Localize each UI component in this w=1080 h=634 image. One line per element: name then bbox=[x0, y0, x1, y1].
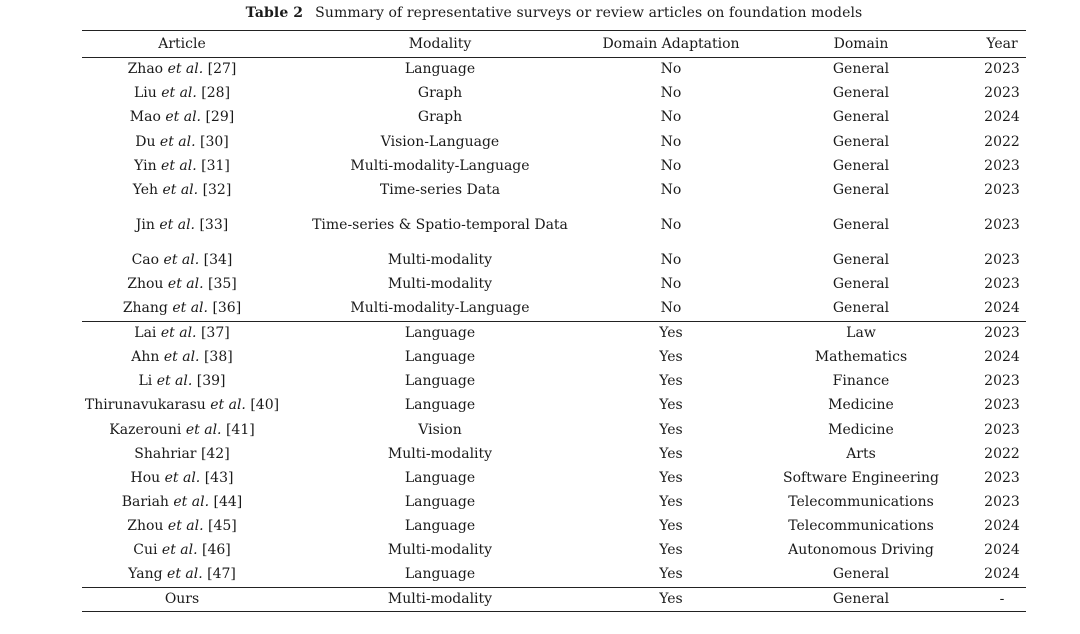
article-author: Cui bbox=[133, 542, 158, 559]
article-author: Du bbox=[135, 133, 156, 150]
article-citation: [38] bbox=[203, 348, 233, 365]
cell-modality: Language bbox=[282, 321, 598, 345]
article-author: Yin bbox=[134, 157, 157, 174]
cell-domain-adaptation: No bbox=[660, 276, 682, 293]
article-author: Jin bbox=[135, 217, 155, 234]
cell-domain-adaptation: Yes bbox=[659, 373, 683, 390]
cell-year: 2024 bbox=[984, 348, 1020, 365]
cell-article bbox=[82, 249, 282, 273]
cell-year: 2024 bbox=[984, 109, 1020, 126]
article-author: Liu bbox=[133, 85, 157, 102]
article-citation: [27] bbox=[207, 61, 237, 78]
table-row bbox=[82, 178, 1026, 202]
cell-article bbox=[82, 130, 282, 154]
cell-modality: Multi-modality bbox=[387, 252, 493, 269]
article-etal: et al. bbox=[156, 373, 193, 390]
cell-modality: Vision-Language bbox=[380, 133, 500, 150]
column-header-year: Year bbox=[978, 31, 1026, 58]
table-header-row bbox=[82, 31, 1026, 58]
article-etal: et al. bbox=[160, 325, 197, 342]
article-etal: et al. bbox=[167, 276, 204, 293]
cell-year: 2023 bbox=[984, 85, 1020, 102]
cell-modality: Multi-modality-Language bbox=[350, 157, 530, 174]
cell-domain: Arts bbox=[846, 445, 876, 462]
column-header-domain: Domain bbox=[744, 31, 978, 58]
cell-article bbox=[82, 515, 282, 539]
cell-domain-adaptation: Yes bbox=[659, 566, 683, 583]
cell-year: 2023 bbox=[984, 217, 1020, 234]
cell-modality: Multi-modality bbox=[387, 542, 493, 559]
cell-year: 2024 bbox=[984, 542, 1020, 559]
article-author: Li bbox=[138, 373, 153, 390]
cell-domain: Telecommunications bbox=[788, 494, 934, 511]
article-citation: [41] bbox=[225, 421, 255, 438]
cell-domain: General bbox=[832, 182, 890, 199]
survey-table bbox=[82, 30, 1026, 612]
cell-domain: Software Engineering bbox=[783, 469, 939, 486]
cell-modality: Time-series & Spatio-temporal Data bbox=[312, 217, 568, 234]
article-citation: [28] bbox=[201, 85, 231, 102]
article-etal: et al. bbox=[163, 348, 200, 365]
table-row bbox=[82, 82, 1026, 106]
cell-year: - bbox=[978, 587, 1026, 611]
article-etal: et al. bbox=[161, 85, 197, 102]
cell-article bbox=[82, 154, 282, 178]
article-etal: et al. bbox=[164, 469, 201, 486]
cell-modality: Language bbox=[404, 469, 476, 486]
cell-domain: Law bbox=[744, 321, 978, 345]
article-citation: [30] bbox=[200, 133, 229, 150]
cell-year: 2023 bbox=[984, 157, 1020, 174]
article-etal: et al. bbox=[162, 182, 199, 199]
cell-modality: Graph bbox=[417, 109, 463, 126]
article-citation: [44] bbox=[213, 494, 243, 511]
cell-modality: Language bbox=[404, 518, 476, 535]
cell-modality: Multi-modality bbox=[282, 587, 598, 611]
cell-article bbox=[82, 321, 282, 345]
cell-article bbox=[82, 203, 282, 249]
cell-article bbox=[82, 58, 282, 82]
article-author: Cao bbox=[131, 252, 160, 269]
cell-domain: General bbox=[832, 133, 890, 150]
article-author: Shahriar bbox=[134, 445, 197, 462]
cell-domain-adaptation: Yes bbox=[659, 469, 683, 486]
table-row bbox=[82, 321, 1026, 345]
cell-article bbox=[82, 106, 282, 130]
cell-year: 2023 bbox=[984, 373, 1020, 390]
cell-article bbox=[82, 273, 282, 297]
article-etal: et al. bbox=[167, 566, 203, 583]
article-etal: et al. bbox=[165, 109, 201, 126]
article-citation: [47] bbox=[207, 566, 236, 583]
table-caption bbox=[0, 5, 1080, 21]
cell-modality: Language bbox=[404, 61, 476, 78]
article-citation: [33] bbox=[199, 217, 229, 234]
cell-domain-adaptation: No bbox=[660, 217, 682, 234]
table-row bbox=[82, 418, 1026, 442]
cell-year: 2023 bbox=[984, 397, 1020, 414]
cell-year: 2022 bbox=[984, 133, 1020, 150]
article-citation: [46] bbox=[202, 542, 231, 559]
table-body bbox=[82, 58, 1026, 612]
table-row bbox=[82, 442, 1026, 466]
cell-year: 2023 bbox=[984, 252, 1020, 269]
cell-domain-adaptation: Yes bbox=[659, 494, 683, 511]
article-author: Ahn bbox=[131, 348, 160, 365]
article-etal: et al. bbox=[167, 518, 204, 535]
cell-article bbox=[82, 297, 282, 321]
article-citation: [37] bbox=[200, 325, 230, 342]
table-row bbox=[82, 130, 1026, 154]
cell-domain-adaptation: Yes bbox=[659, 518, 683, 535]
article-citation: [43] bbox=[204, 469, 234, 486]
cell-domain-adaptation: Yes bbox=[659, 397, 683, 414]
cell-year: 2024 bbox=[984, 300, 1020, 317]
table-caption-label: Table 2 bbox=[245, 5, 304, 21]
cell-domain: General bbox=[832, 217, 890, 234]
cell-domain-adaptation: Yes bbox=[659, 348, 683, 365]
article-citation: [31] bbox=[201, 157, 230, 174]
article-author: Bariah bbox=[121, 494, 169, 511]
article-author: Ours bbox=[164, 590, 200, 607]
article-etal: et al. bbox=[173, 494, 210, 511]
article-author: Zhang bbox=[122, 300, 168, 317]
article-author: Kazerouni bbox=[109, 421, 182, 438]
cell-domain-adaptation: No bbox=[660, 133, 682, 150]
cell-modality: Language bbox=[404, 373, 476, 390]
cell-modality: Language bbox=[404, 397, 476, 414]
cell-article bbox=[82, 345, 282, 369]
table-row bbox=[82, 249, 1026, 273]
article-author: Lai bbox=[134, 325, 157, 342]
article-etal: et al. bbox=[185, 421, 222, 438]
article-citation: [32] bbox=[202, 182, 232, 199]
table-row bbox=[82, 58, 1026, 82]
cell-article bbox=[82, 394, 282, 418]
article-citation: [39] bbox=[196, 373, 226, 390]
cell-modality: Multi-modality bbox=[387, 276, 493, 293]
cell-article bbox=[82, 82, 282, 106]
cell-domain: Mathematics bbox=[814, 348, 908, 365]
cell-domain: Autonomous Driving bbox=[788, 542, 934, 559]
table-row bbox=[82, 106, 1026, 130]
cell-year: 2023 bbox=[984, 421, 1020, 438]
table-row bbox=[82, 203, 1026, 249]
article-citation: [40] bbox=[250, 397, 280, 414]
article-etal: et al. bbox=[167, 61, 204, 78]
cell-year: 2023 bbox=[984, 276, 1020, 293]
cell-article bbox=[82, 539, 282, 563]
cell-domain: Medicine bbox=[828, 421, 894, 438]
cell-domain-adaptation: No bbox=[660, 85, 682, 102]
column-header-article: Article bbox=[82, 31, 282, 58]
table-row bbox=[82, 466, 1026, 490]
table-row bbox=[82, 491, 1026, 515]
cell-modality: Vision bbox=[418, 421, 462, 438]
article-author: Zhou bbox=[127, 276, 164, 293]
cell-article bbox=[82, 418, 282, 442]
article-etal: et al. bbox=[161, 157, 197, 174]
cell-year: 2023 bbox=[984, 494, 1020, 511]
cell-article bbox=[82, 442, 282, 466]
table-row bbox=[82, 345, 1026, 369]
cell-modality: Language bbox=[404, 494, 476, 511]
cell-domain: Telecommunications bbox=[788, 518, 934, 535]
table-row bbox=[82, 273, 1026, 297]
table-row bbox=[82, 297, 1026, 321]
article-etal: et al. bbox=[161, 542, 198, 559]
article-author: Thirunavukarasu bbox=[84, 397, 206, 414]
cell-domain-adaptation: No bbox=[660, 252, 682, 269]
cell-article bbox=[82, 178, 282, 202]
column-header-modality: Modality bbox=[282, 31, 598, 58]
article-etal: et al. bbox=[210, 397, 246, 414]
cell-domain-adaptation: Yes bbox=[659, 421, 683, 438]
cell-domain-adaptation: No bbox=[660, 157, 682, 174]
cell-year: 2022 bbox=[984, 445, 1020, 462]
table-row bbox=[82, 154, 1026, 178]
cell-modality: Time-series Data bbox=[379, 182, 501, 199]
article-author: Hou bbox=[130, 469, 161, 486]
article-author: Yeh bbox=[132, 182, 159, 199]
column-header-domain-adaptation: Domain Adaptation bbox=[598, 31, 744, 58]
article-etal: et al. bbox=[172, 300, 208, 317]
cell-domain-adaptation: No bbox=[660, 300, 682, 317]
article-etal: et al. bbox=[163, 252, 200, 269]
cell-article bbox=[82, 563, 282, 587]
article-citation: [36] bbox=[212, 300, 242, 317]
cell-article bbox=[82, 587, 282, 611]
cell-domain-adaptation: Yes bbox=[659, 445, 683, 462]
cell-year: 2024 bbox=[984, 566, 1020, 583]
cell-modality: Language bbox=[404, 348, 476, 365]
article-citation: [29] bbox=[205, 109, 235, 126]
cell-modality: Multi-modality-Language bbox=[350, 300, 530, 317]
cell-modality: Multi-modality bbox=[387, 445, 493, 462]
cell-modality: Language bbox=[404, 566, 476, 583]
cell-domain-adaptation: Yes bbox=[598, 321, 744, 345]
article-etal: et al. bbox=[159, 217, 195, 234]
cell-modality: Graph bbox=[417, 85, 463, 102]
cell-year: 2023 bbox=[978, 321, 1026, 345]
article-author: Yang bbox=[128, 566, 163, 583]
cell-article bbox=[82, 370, 282, 394]
cell-domain: Finance bbox=[832, 373, 890, 390]
article-etal: et al. bbox=[159, 133, 196, 150]
cell-year: 2024 bbox=[984, 518, 1020, 535]
cell-year: 2023 bbox=[984, 182, 1020, 199]
table-row bbox=[82, 370, 1026, 394]
cell-domain-adaptation: No bbox=[660, 182, 682, 199]
article-citation: [42] bbox=[200, 445, 230, 462]
cell-domain: General bbox=[832, 109, 890, 126]
cell-year: 2023 bbox=[984, 469, 1020, 486]
cell-domain: General bbox=[832, 85, 890, 102]
cell-domain-adaptation: Yes bbox=[659, 542, 683, 559]
cell-article bbox=[82, 491, 282, 515]
cell-domain: General bbox=[832, 566, 890, 583]
article-citation: [34] bbox=[203, 252, 233, 269]
table-row bbox=[82, 394, 1026, 418]
cell-domain-adaptation: Yes bbox=[598, 587, 744, 611]
table-row bbox=[82, 587, 1026, 611]
cell-domain: Medicine bbox=[828, 397, 894, 414]
article-author: Zhou bbox=[127, 518, 164, 535]
cell-domain: General bbox=[832, 276, 890, 293]
cell-domain: General bbox=[832, 252, 890, 269]
article-citation: [35] bbox=[208, 276, 237, 293]
cell-domain: General bbox=[832, 61, 890, 78]
article-author: Mao bbox=[129, 109, 161, 126]
cell-domain-adaptation: No bbox=[660, 109, 682, 126]
table-row bbox=[82, 515, 1026, 539]
article-citation: [45] bbox=[208, 518, 237, 535]
table-row bbox=[82, 563, 1026, 587]
cell-year: 2023 bbox=[984, 61, 1020, 78]
cell-domain-adaptation: No bbox=[660, 61, 682, 78]
cell-domain: General bbox=[832, 300, 890, 317]
cell-article bbox=[82, 466, 282, 490]
cell-domain: General bbox=[832, 157, 890, 174]
cell-domain: General bbox=[744, 587, 978, 611]
table-row bbox=[82, 539, 1026, 563]
article-author: Zhao bbox=[127, 61, 164, 78]
table-caption-text: Summary of representative surveys or review articles on foundation models bbox=[315, 5, 863, 21]
